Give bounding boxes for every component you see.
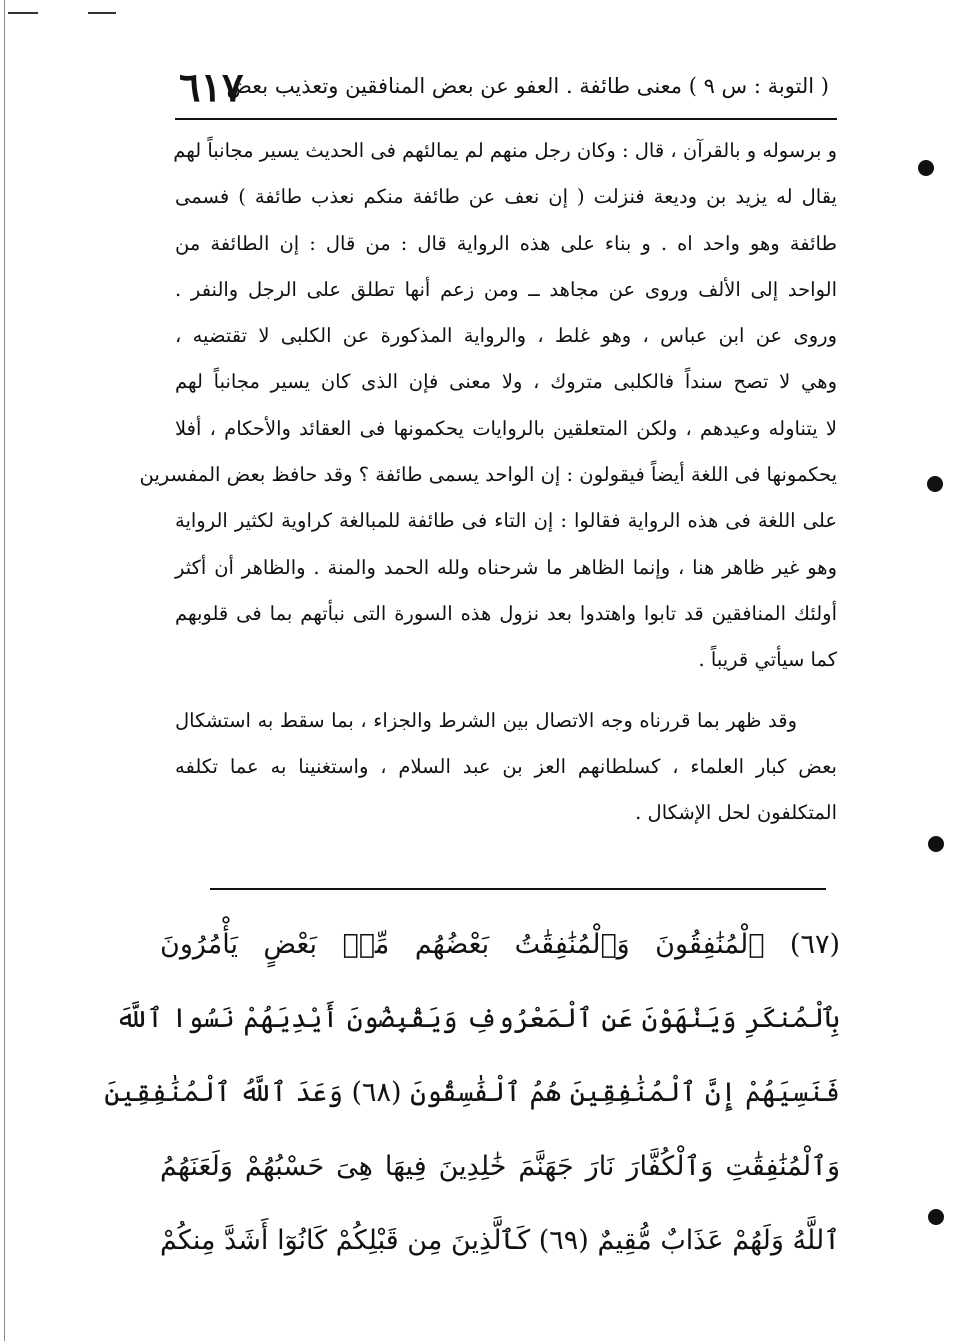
text-line: وهو غير ظاهر هنا ، وإنما الظاهر ما شرحناه ولله الحمد والمنة . والظاهر أن أكثر	[175, 555, 837, 579]
text-line: وهي لا تصح سنداً فالكلبى متروك ، ولا معنى فإن الذى كان يسير مجانباً لهم	[175, 370, 837, 394]
scan-mark	[88, 12, 116, 14]
text-line: لا يتناوله وعيدهم ، ولكن المتعلقين بالروايات يحكمونها فى العقائد والأحكام ، أفلا	[175, 416, 837, 440]
text-line: وروى عن ابن عباس ، وهو غلط ، والرواية المذكورة عن الكلبى لا تقتضيه ،	[175, 324, 837, 348]
text-line: على اللغة فى هذه الرواية فقالوا : إن التاء فى طائفة للمبالغة كراوية لكثير الرواية	[175, 509, 837, 533]
text-line: طائفة وهو واحد اه . و بناء على هذه الرواية قال : من قال : إن الطائفة من	[175, 231, 837, 255]
text-line: وقد ظهر بما قررناه وجه الاتصال بين الشرط والجزاء ، بما سقط به استشكال	[175, 708, 797, 732]
text-line: الواحد إلى الألف وروى عن مجاهد ــ ومن زعم أنها تطلق على الرجل والنفر .	[175, 277, 837, 301]
scan-mark	[8, 12, 38, 14]
verse-line: وَٱلْمُنَٰفِقَٰتِ وَٱلْكُفَّارَ نَارَ جَهَنَّمَ خَٰلِدِينَ فِيهَا هِىَ حَسْبُهُمْ وَلَعَنَهُمُ	[160, 1151, 840, 1182]
punch-hole-mark	[928, 836, 944, 852]
verse-line: (٦٧) ٱلْمُنَٰفِقُونَ وَٱلْمُنَٰفِقَٰتُ بَعْضُهُم مِّنۢ بَعْضٍ يَأْمُرُونَ	[160, 929, 840, 960]
punch-hole-mark	[928, 1209, 944, 1225]
verse-line: بِٱلْمُنكَرِ وَيَنْهَوْنَ عَنِ ٱلْمَعْرُوفِ وَيَقْبِضُونَ أَيْدِيَهُمْ نَسُوا ٱللَّهَ	[115, 1003, 840, 1034]
text-line: بعض كبار العلماء ، كسلطانهم العز بن عبد السلام ، واستغنينا به عما تكلفه	[175, 754, 837, 778]
section-separator	[210, 888, 826, 890]
text-line: كما سيأتي قريباً .	[698, 648, 837, 672]
commentary-body	[139, 128, 837, 836]
punch-hole-mark	[918, 160, 934, 176]
text-line: و برسوله و بالقرآن ، قال : وكان رجل منهم لم يمالئهم فى الحديث يسير مجانباً لهم	[173, 139, 837, 162]
scan-edge-line	[4, 0, 5, 1341]
verse-line: فَنَسِيَهُمْ إِنَّ ٱلْمُنَٰفِقِينَ هُمُ ٱلْفَٰسِقُونَ (٦٨) وَعَدَ ٱللَّهُ ٱلْمُنَٰفِقِينَ	[104, 1077, 840, 1108]
text-line: أولئك المنافقين قد تابوا واهتدوا بعد نزول هذه السورة التى نبأتهم بما فى قلوبهم	[175, 601, 837, 625]
text-line: يقال له يزيد بن وديعة فنزلت ( إن نعف عن طائفة منكم نعذب طائفة ) فسمى	[175, 185, 837, 209]
page-number: ٦١٧	[179, 64, 244, 111]
verse-line: ٱللَّهُ وَلَهُمْ عَذَابٌ مُّقِيمٌ (٦٩) كَٱلَّذِينَ مِن قَبْلِكُمْ كَانُوٓا أَشَدَّ مِنكُمْ	[160, 1225, 840, 1256]
running-title: ( التوبة : س ٩ ) معنى طائفة . العفو عن بعض المنافقين وتعذيب بعض	[226, 74, 829, 98]
quran-verses	[104, 908, 840, 1278]
text-line: يحكمونها فى اللغة أيضاً فيقولون : إن الواحد يسمى طائفة ؟ وقد حافظ بعض المفسرين	[139, 463, 837, 487]
text-line: المتكلفون لحل الإشكال .	[635, 801, 837, 825]
punch-hole-mark	[927, 476, 943, 492]
page-header	[175, 62, 837, 120]
